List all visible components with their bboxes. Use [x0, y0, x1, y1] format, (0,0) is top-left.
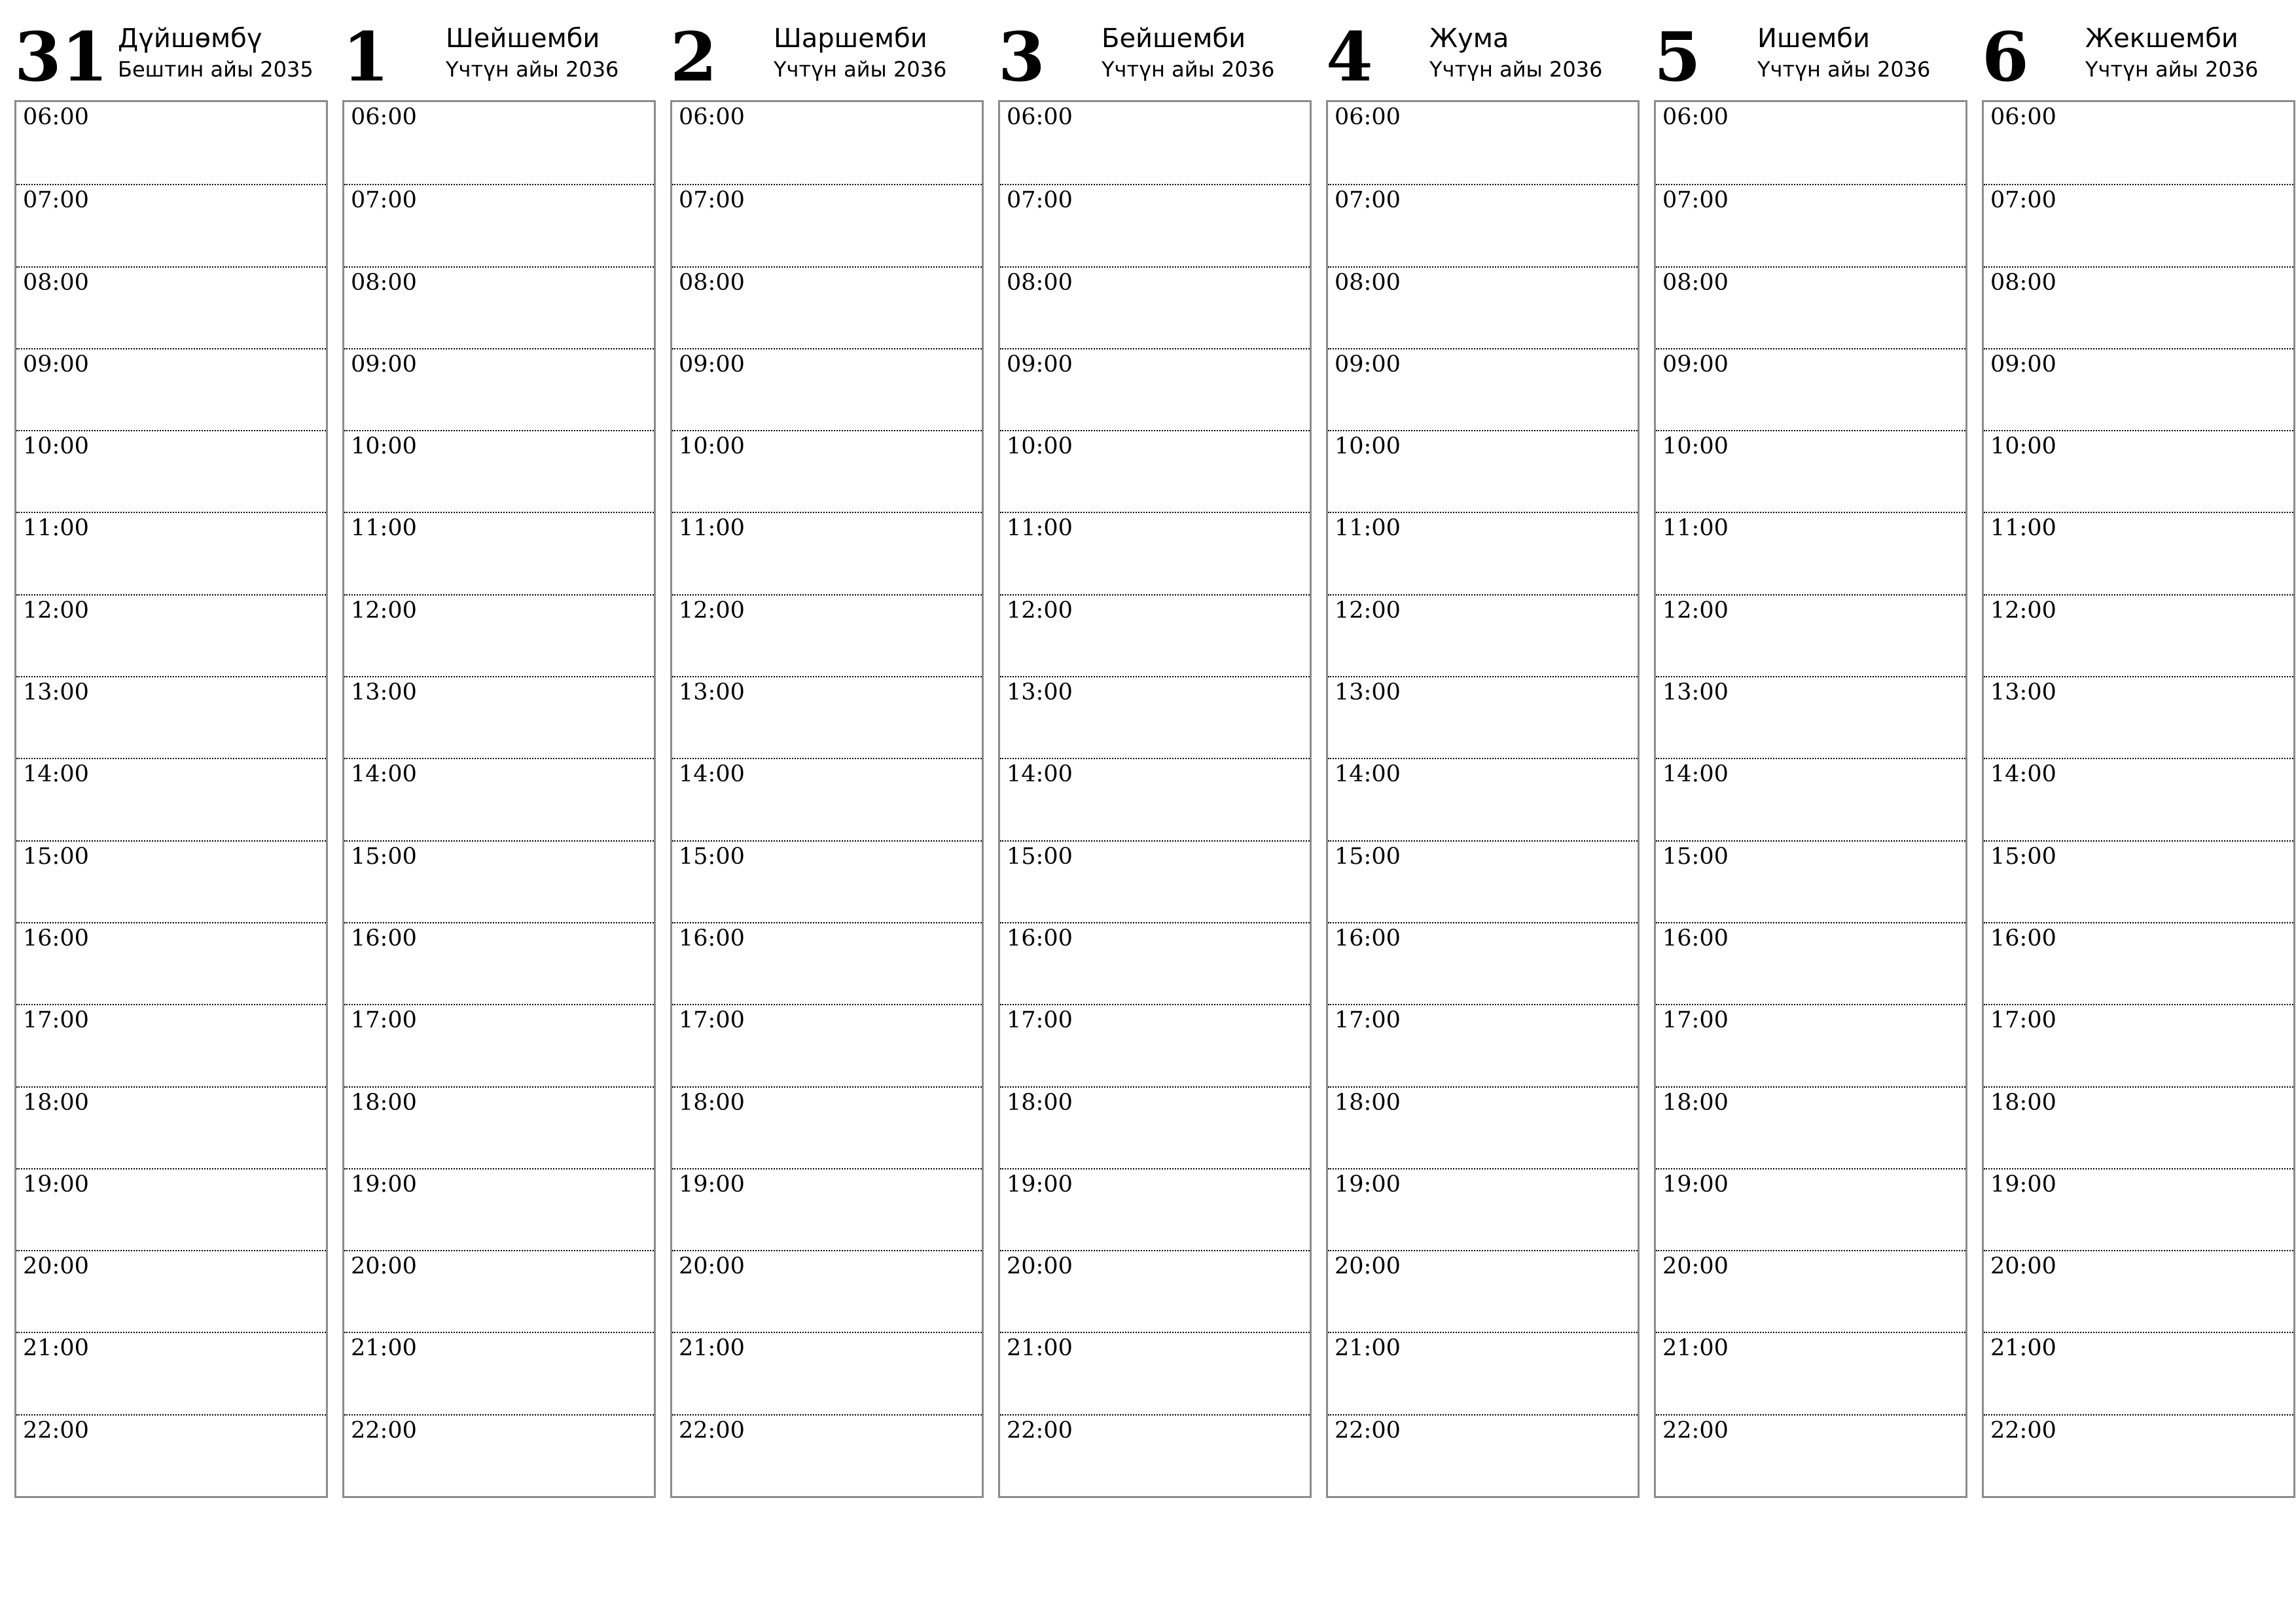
hour-label: 07:00 — [1335, 187, 1401, 214]
hour-label: 13:00 — [351, 679, 417, 706]
hour-label: 12:00 — [23, 597, 89, 624]
hour-slot[interactable] — [1000, 1250, 1310, 1332]
hour-slot[interactable] — [1000, 102, 1310, 184]
day-header — [14, 14, 328, 100]
hour-label: 06:00 — [1990, 104, 2056, 130]
hour-slot[interactable] — [1656, 1414, 1965, 1496]
hour-slot[interactable] — [1328, 1004, 1638, 1086]
hour-slot[interactable] — [16, 1004, 326, 1086]
hour-label: 20:00 — [351, 1253, 417, 1280]
hour-slot[interactable] — [672, 922, 982, 1004]
month-year: Үчтүн айы 2036 — [2085, 57, 2259, 82]
day-hour-grid — [1982, 100, 2295, 1498]
day-header — [1654, 14, 1967, 100]
hour-label: 18:00 — [351, 1089, 417, 1116]
hour-label: 13:00 — [679, 679, 745, 706]
hour-label: 16:00 — [351, 925, 417, 952]
day-hour-grid — [342, 100, 656, 1498]
hour-slot[interactable] — [1328, 676, 1638, 758]
hour-label: 12:00 — [679, 597, 745, 624]
hour-label: 08:00 — [1007, 269, 1073, 296]
hour-slot[interactable] — [672, 676, 982, 758]
month-year: Үчтүн айы 2036 — [774, 57, 947, 82]
day-meta — [1102, 24, 1274, 84]
hour-label: 21:00 — [351, 1335, 417, 1362]
day-meta — [774, 24, 946, 84]
hour-slot[interactable] — [344, 266, 654, 348]
hour-slot[interactable] — [1656, 758, 1965, 840]
hour-slot[interactable] — [672, 840, 982, 922]
hour-slot[interactable] — [1656, 922, 1965, 1004]
hour-label: 14:00 — [1662, 761, 1729, 788]
hour-label: 21:00 — [679, 1335, 745, 1362]
hour-slot[interactable] — [1328, 922, 1638, 1004]
hour-label: 07:00 — [1662, 187, 1729, 214]
hour-label: 12:00 — [1990, 597, 2056, 624]
hour-slot[interactable] — [1984, 512, 2293, 594]
hour-slot[interactable] — [16, 1414, 326, 1496]
hour-label: 13:00 — [1007, 679, 1073, 706]
hour-label: 10:00 — [1335, 433, 1401, 460]
hour-slot[interactable] — [672, 1332, 982, 1414]
hour-label: 15:00 — [1335, 843, 1401, 870]
hour-label: 20:00 — [1335, 1253, 1401, 1280]
hour-slot[interactable] — [344, 348, 654, 430]
hour-label: 06:00 — [1335, 104, 1401, 130]
hour-label: 19:00 — [1990, 1171, 2056, 1198]
hour-slot[interactable] — [672, 430, 982, 512]
hour-slot[interactable] — [1328, 184, 1638, 266]
hour-slot[interactable] — [1656, 1168, 1965, 1250]
day-name: Ишемби — [1757, 24, 1870, 54]
hour-slot[interactable] — [672, 1168, 982, 1250]
hour-label: 18:00 — [1335, 1089, 1401, 1116]
hour-slot[interactable] — [344, 512, 654, 594]
hour-label: 22:00 — [23, 1417, 89, 1444]
month-year: Үчтүн айы 2036 — [446, 57, 619, 82]
hour-label: 10:00 — [23, 433, 89, 460]
hour-slot[interactable] — [1328, 1168, 1638, 1250]
hour-label: 21:00 — [23, 1335, 89, 1362]
hour-label: 09:00 — [1662, 351, 1729, 378]
hour-label: 19:00 — [351, 1171, 417, 1198]
hour-slot[interactable] — [344, 758, 654, 840]
day-header — [1326, 14, 1640, 100]
hour-slot[interactable] — [344, 676, 654, 758]
hour-label: 12:00 — [1007, 597, 1073, 624]
hour-slot[interactable] — [16, 430, 326, 512]
hour-label: 20:00 — [1007, 1253, 1073, 1280]
hour-slot[interactable] — [1984, 1332, 2293, 1414]
hour-label: 11:00 — [1335, 515, 1401, 542]
hour-label: 13:00 — [1335, 679, 1401, 706]
hour-label: 22:00 — [1007, 1417, 1073, 1444]
hour-label: 15:00 — [1662, 843, 1729, 870]
hour-label: 07:00 — [351, 187, 417, 214]
hour-slot[interactable] — [16, 266, 326, 348]
hour-slot[interactable] — [16, 184, 326, 266]
hour-slot[interactable] — [1000, 758, 1310, 840]
hour-slot[interactable] — [1000, 1414, 1310, 1496]
hour-slot[interactable] — [1984, 922, 2293, 1004]
hour-slot[interactable] — [1000, 266, 1310, 348]
hour-label: 10:00 — [1990, 433, 2056, 460]
hour-slot[interactable] — [1000, 1086, 1310, 1168]
hour-label: 16:00 — [1990, 925, 2056, 952]
hour-slot[interactable] — [1984, 102, 2293, 184]
day-number: 5 — [1654, 18, 1701, 97]
hour-slot[interactable] — [344, 594, 654, 676]
hour-label: 13:00 — [23, 679, 89, 706]
day-meta — [1429, 24, 1602, 84]
hour-label: 19:00 — [23, 1171, 89, 1198]
day-name: Бейшемби — [1102, 24, 1246, 54]
hour-slot[interactable] — [672, 1414, 982, 1496]
hour-slot[interactable] — [1984, 1086, 2293, 1168]
hour-slot[interactable] — [16, 512, 326, 594]
hour-slot[interactable] — [672, 1086, 982, 1168]
hour-label: 11:00 — [1007, 515, 1073, 542]
hour-label: 10:00 — [679, 433, 745, 460]
hour-label: 15:00 — [1990, 843, 2056, 870]
hour-label: 21:00 — [1007, 1335, 1073, 1362]
hour-slot[interactable] — [16, 594, 326, 676]
hour-label: 08:00 — [1662, 269, 1729, 296]
hour-label: 10:00 — [351, 433, 417, 460]
hour-label: 19:00 — [1662, 1171, 1729, 1198]
hour-slot[interactable] — [344, 102, 654, 184]
hour-slot[interactable] — [1328, 1332, 1638, 1414]
hour-slot[interactable] — [1328, 840, 1638, 922]
hour-label: 11:00 — [679, 515, 745, 542]
hour-label: 14:00 — [1335, 761, 1401, 788]
hour-label: 22:00 — [1662, 1417, 1729, 1444]
hour-label: 15:00 — [351, 843, 417, 870]
hour-slot[interactable] — [344, 840, 654, 922]
hour-label: 09:00 — [351, 351, 417, 378]
hour-label: 16:00 — [1335, 925, 1401, 952]
hour-slot[interactable] — [1656, 676, 1965, 758]
hour-slot[interactable] — [16, 1168, 326, 1250]
month-year: Үчтүн айы 2036 — [1102, 57, 1275, 82]
hour-label: 17:00 — [679, 1007, 745, 1034]
hour-slot[interactable] — [1328, 512, 1638, 594]
hour-slot[interactable] — [672, 594, 982, 676]
hour-label: 09:00 — [1990, 351, 2056, 378]
hour-label: 16:00 — [679, 925, 745, 952]
hour-slot[interactable] — [672, 758, 982, 840]
hour-label: 06:00 — [1007, 104, 1073, 130]
hour-slot[interactable] — [1328, 1250, 1638, 1332]
hour-slot[interactable] — [1328, 348, 1638, 430]
day-column — [670, 14, 984, 1498]
hour-label: 21:00 — [1335, 1335, 1401, 1362]
hour-slot[interactable] — [1984, 840, 2293, 922]
hour-slot[interactable] — [16, 758, 326, 840]
day-column — [342, 14, 656, 1498]
day-number: 4 — [1326, 18, 1373, 97]
hour-label: 09:00 — [1335, 351, 1401, 378]
hour-label: 17:00 — [1662, 1007, 1729, 1034]
day-meta — [2085, 24, 2258, 84]
hour-slot[interactable] — [1656, 512, 1965, 594]
hour-label: 12:00 — [1335, 597, 1401, 624]
hour-slot[interactable] — [1984, 594, 2293, 676]
hour-label: 16:00 — [1662, 925, 1729, 952]
hour-label: 18:00 — [1662, 1089, 1729, 1116]
hour-slot[interactable] — [1656, 840, 1965, 922]
hour-slot[interactable] — [16, 348, 326, 430]
hour-slot[interactable] — [1984, 430, 2293, 512]
hour-label: 10:00 — [1662, 433, 1729, 460]
day-hour-grid — [1654, 100, 1967, 1498]
month-year: Бештин айы 2035 — [118, 57, 314, 82]
hour-slot[interactable] — [672, 1250, 982, 1332]
hour-label: 09:00 — [679, 351, 745, 378]
hour-label: 06:00 — [679, 104, 745, 130]
hour-slot[interactable] — [1328, 1086, 1638, 1168]
hour-slot[interactable] — [1984, 1004, 2293, 1086]
hour-label: 17:00 — [23, 1007, 89, 1034]
hour-label: 06:00 — [351, 104, 417, 130]
hour-slot[interactable] — [1000, 840, 1310, 922]
day-header — [998, 14, 1312, 100]
day-number: 1 — [342, 18, 389, 97]
hour-slot[interactable] — [1328, 594, 1638, 676]
hour-label: 20:00 — [23, 1253, 89, 1280]
hour-label: 17:00 — [351, 1007, 417, 1034]
hour-slot[interactable] — [1000, 430, 1310, 512]
day-name: Жума — [1429, 24, 1509, 54]
month-year: Үчтүн айы 2036 — [1429, 57, 1603, 82]
hour-label: 18:00 — [1007, 1089, 1073, 1116]
hour-slot[interactable] — [1984, 184, 2293, 266]
hour-label: 14:00 — [351, 761, 417, 788]
hour-slot[interactable] — [1328, 1414, 1638, 1496]
hour-slot[interactable] — [1000, 1332, 1310, 1414]
hour-label: 17:00 — [1990, 1007, 2056, 1034]
day-meta — [118, 24, 314, 84]
hour-slot[interactable] — [16, 840, 326, 922]
hour-slot[interactable] — [1656, 1086, 1965, 1168]
hour-slot[interactable] — [344, 1332, 654, 1414]
hour-label: 09:00 — [23, 351, 89, 378]
hour-label: 09:00 — [1007, 351, 1073, 378]
day-number: 3 — [998, 18, 1045, 97]
hour-slot[interactable] — [1328, 266, 1638, 348]
day-column — [1326, 14, 1640, 1498]
hour-label: 14:00 — [23, 761, 89, 788]
hour-slot[interactable] — [1984, 758, 2293, 840]
day-name: Жекшемби — [2085, 24, 2238, 54]
hour-label: 11:00 — [23, 515, 89, 542]
hour-slot[interactable] — [16, 922, 326, 1004]
hour-label: 06:00 — [23, 104, 89, 130]
hour-slot[interactable] — [1000, 512, 1310, 594]
hour-slot[interactable] — [1984, 348, 2293, 430]
hour-slot[interactable] — [672, 102, 982, 184]
hour-label: 08:00 — [1335, 269, 1401, 296]
hour-slot[interactable] — [1328, 102, 1638, 184]
hour-slot[interactable] — [672, 266, 982, 348]
day-hour-grid — [14, 100, 328, 1498]
hour-label: 21:00 — [1662, 1335, 1729, 1362]
hour-slot[interactable] — [1000, 594, 1310, 676]
hour-slot[interactable] — [16, 1332, 326, 1414]
hour-label: 08:00 — [23, 269, 89, 296]
hour-slot[interactable] — [1328, 430, 1638, 512]
hour-slot[interactable] — [16, 1086, 326, 1168]
hour-label: 15:00 — [1007, 843, 1073, 870]
hour-label: 14:00 — [679, 761, 745, 788]
hour-label: 11:00 — [1990, 515, 2056, 542]
hour-label: 08:00 — [1990, 269, 2056, 296]
day-name: Шейшемби — [446, 24, 600, 54]
hour-label: 18:00 — [1990, 1089, 2056, 1116]
hour-slot[interactable] — [344, 184, 654, 266]
hour-label: 19:00 — [679, 1171, 745, 1198]
hour-slot[interactable] — [344, 922, 654, 1004]
hour-slot[interactable] — [1656, 430, 1965, 512]
hour-slot[interactable] — [672, 348, 982, 430]
day-column — [1982, 14, 2295, 1498]
day-hour-grid — [670, 100, 984, 1498]
hour-slot[interactable] — [1000, 348, 1310, 430]
hour-label: 08:00 — [679, 269, 745, 296]
hour-slot[interactable] — [344, 1086, 654, 1168]
day-hour-grid — [998, 100, 1312, 1498]
hour-label: 12:00 — [1662, 597, 1729, 624]
day-hour-grid — [1326, 100, 1640, 1498]
hour-label: 07:00 — [679, 187, 745, 214]
hour-label: 06:00 — [1662, 104, 1729, 130]
hour-label: 17:00 — [1335, 1007, 1401, 1034]
hour-slot[interactable] — [1656, 594, 1965, 676]
day-name: Дүйшөмбү — [118, 24, 262, 54]
hour-slot[interactable] — [1984, 266, 2293, 348]
hour-label: 07:00 — [23, 187, 89, 214]
hour-label: 20:00 — [1990, 1253, 2056, 1280]
hour-label: 22:00 — [1990, 1417, 2056, 1444]
hour-slot[interactable] — [1000, 184, 1310, 266]
weekly-planner — [14, 14, 2291, 1498]
hour-slot[interactable] — [1984, 676, 2293, 758]
hour-label: 14:00 — [1990, 761, 2056, 788]
hour-label: 19:00 — [1007, 1171, 1073, 1198]
hour-label: 15:00 — [679, 843, 745, 870]
hour-label: 16:00 — [1007, 925, 1073, 952]
hour-label: 20:00 — [1662, 1253, 1729, 1280]
hour-label: 11:00 — [351, 515, 417, 542]
hour-label: 21:00 — [1990, 1335, 2056, 1362]
month-year: Үчтүн айы 2036 — [1757, 57, 1931, 82]
hour-slot[interactable] — [1656, 1250, 1965, 1332]
hour-label: 20:00 — [679, 1253, 745, 1280]
hour-label: 19:00 — [1335, 1171, 1401, 1198]
hour-label: 10:00 — [1007, 433, 1073, 460]
hour-slot[interactable] — [16, 1250, 326, 1332]
hour-label: 07:00 — [1990, 187, 2056, 214]
hour-label: 07:00 — [1007, 187, 1073, 214]
hour-slot[interactable] — [1656, 1004, 1965, 1086]
day-number: 31 — [14, 18, 109, 97]
hour-label: 17:00 — [1007, 1007, 1073, 1034]
hour-slot[interactable] — [1000, 922, 1310, 1004]
hour-slot[interactable] — [1984, 1414, 2293, 1496]
hour-label: 14:00 — [1007, 761, 1073, 788]
day-number: 6 — [1982, 18, 2029, 97]
day-column — [1654, 14, 1967, 1498]
day-number: 2 — [670, 18, 717, 97]
hour-label: 12:00 — [351, 597, 417, 624]
hour-label: 22:00 — [1335, 1417, 1401, 1444]
day-header — [670, 14, 984, 100]
hour-slot[interactable] — [1656, 348, 1965, 430]
day-meta — [1757, 24, 1930, 84]
hour-slot[interactable] — [1656, 184, 1965, 266]
hour-slot[interactable] — [1656, 102, 1965, 184]
hour-slot[interactable] — [1656, 266, 1965, 348]
hour-label: 18:00 — [23, 1089, 89, 1116]
hour-label: 18:00 — [679, 1089, 745, 1116]
hour-slot[interactable] — [1984, 1168, 2293, 1250]
day-header — [342, 14, 656, 100]
hour-slot[interactable] — [672, 184, 982, 266]
day-meta — [446, 24, 619, 84]
hour-slot[interactable] — [344, 1414, 654, 1496]
hour-label: 13:00 — [1662, 679, 1729, 706]
hour-slot[interactable] — [16, 676, 326, 758]
day-header — [1982, 14, 2295, 100]
hour-label: 16:00 — [23, 925, 89, 952]
hour-slot[interactable] — [1000, 1168, 1310, 1250]
hour-slot[interactable] — [344, 1004, 654, 1086]
hour-slot[interactable] — [344, 1250, 654, 1332]
hour-slot[interactable] — [16, 102, 326, 184]
hour-slot[interactable] — [1000, 1004, 1310, 1086]
day-column — [14, 14, 328, 1498]
hour-label: 13:00 — [1990, 679, 2056, 706]
hour-slot[interactable] — [1984, 1250, 2293, 1332]
day-name: Шаршемби — [774, 24, 927, 54]
hour-slot[interactable] — [344, 430, 654, 512]
hour-label: 22:00 — [351, 1417, 417, 1444]
hour-slot[interactable] — [672, 512, 982, 594]
day-column — [998, 14, 1312, 1498]
hour-label: 15:00 — [23, 843, 89, 870]
hour-slot[interactable] — [672, 1004, 982, 1086]
hour-slot[interactable] — [1328, 758, 1638, 840]
hour-label: 08:00 — [351, 269, 417, 296]
hour-slot[interactable] — [1000, 676, 1310, 758]
hour-label: 11:00 — [1662, 515, 1729, 542]
hour-slot[interactable] — [1656, 1332, 1965, 1414]
hour-slot[interactable] — [344, 1168, 654, 1250]
hour-label: 22:00 — [679, 1417, 745, 1444]
